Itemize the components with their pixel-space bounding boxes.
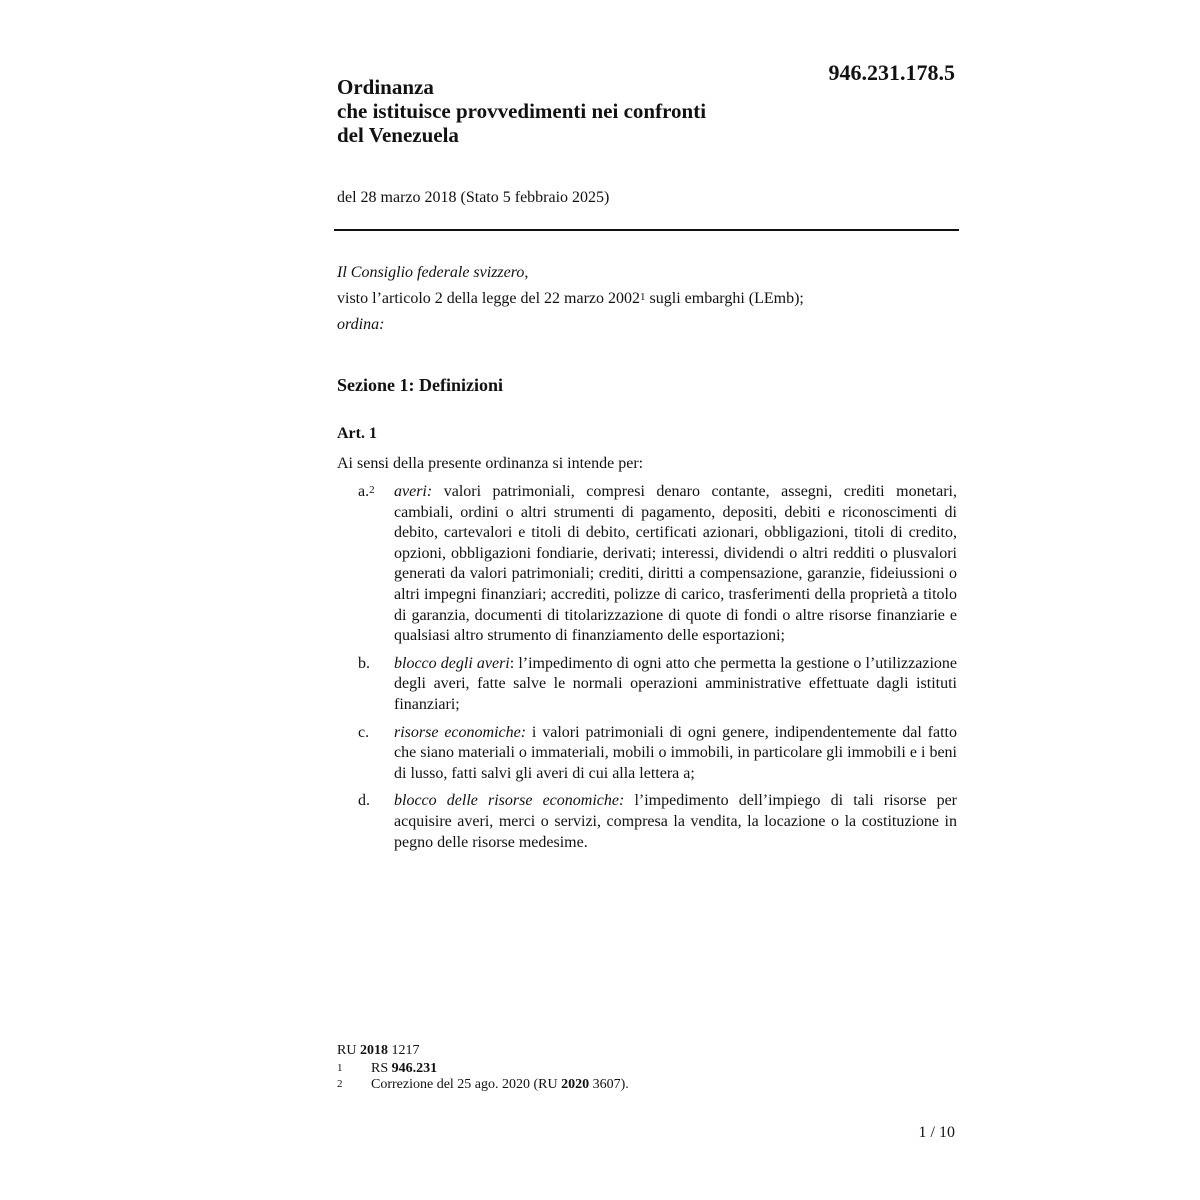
- article-intro: Ai sensi della presente ordinanza si intende per:: [337, 455, 644, 472]
- item-letter-text: d.: [358, 792, 370, 810]
- preamble: [337, 260, 957, 338]
- footnote-bold: 946.231: [391, 1061, 438, 1076]
- footnote-prefix: RS: [371, 1061, 392, 1076]
- item-term: blocco degli averi: [394, 654, 510, 672]
- footnote-prefix: Correzione del 25 ago. 2020 (RU: [371, 1077, 562, 1092]
- footnote-text: [371, 1061, 437, 1077]
- item-letter: [337, 791, 394, 853]
- item-letter-text: a.: [358, 483, 370, 500]
- item-body: : l’impedimento di ogni atto che permetta la gestione o l’utilizzazione degli averi, fatte salve le normali operazioni amministrative effettuate dagli istituti finanziari;: [394, 654, 957, 713]
- title-line: del Venezuela: [337, 123, 459, 147]
- footnote: [337, 1061, 957, 1077]
- footnote-bold: 2020: [561, 1077, 590, 1092]
- title-line: Ordinanza: [337, 75, 434, 99]
- item-term: averi:: [394, 483, 433, 500]
- item-body: l’impedimento dell’impiego di tali risorse per acquisire averi, merci o servizi, compresa la vendita, la locazione o la costituzione in pegno delle risorse medesime.: [394, 792, 957, 851]
- item-letter: [337, 482, 394, 647]
- list-item: [337, 791, 957, 853]
- preamble-authority: Il Consiglio federale svizzero,: [337, 264, 529, 281]
- preamble-basis-text: sugli embarghi (LEmb);: [645, 290, 804, 307]
- item-term: risorse economiche:: [394, 723, 527, 741]
- item-text: [394, 482, 957, 647]
- page-number: 1 / 10: [918, 1124, 955, 1141]
- item-text: [394, 654, 957, 716]
- footnote-text: [371, 1077, 629, 1093]
- header-divider: [334, 229, 959, 231]
- item-text: [394, 723, 957, 785]
- document-title: [337, 75, 797, 147]
- ru-page: 1217: [387, 1043, 420, 1058]
- preamble-decree: ordina:: [337, 316, 385, 333]
- item-term: blocco delle risorse economiche:: [394, 792, 625, 810]
- item-body: i valori patrimoniali di ogni genere, indipendentemente dal fatto che siano materiali o immateriali, mobili o immobili, in particolare gli immobili e i beni di lusso, fatti salvi gli averi di cui alla lettera a;: [394, 723, 958, 782]
- ru-year: 2018: [359, 1043, 388, 1058]
- list-item: [337, 723, 957, 785]
- footnote-ref[interactable]: 1: [640, 291, 646, 303]
- title-line: che istituisce provvedimenti nei confronti: [337, 99, 707, 123]
- footnotes: [337, 1043, 957, 1093]
- preamble-basis: [337, 286, 957, 312]
- item-body: valori patrimoniali, compresi denaro contante, assegni, crediti monetari, cambiali, ordini o altri strumenti di pagamento, depositi, debiti e riconoscimenti di debito, cartevalori e titoli di debito, certificati azionari, obbligazioni, titoli di credito, opzioni, obbligazioni fondiarie, derivati; interessi, dividendi o altri redditi o plusvalori generati da valori patrimoniali; crediti, diritti a compensazione, garanzie, fideiussioni o altri impegni finanziari; accrediti, polizze di carico, trasferimenti della proprietà a titolo di garanzia, documenti di titolarizzazione di quote di fondi o altre risorse finanziarie e qualsiasi altro strumento di finanziamento delle esportazioni;: [394, 483, 957, 645]
- ru-reference: [337, 1043, 957, 1059]
- item-letter: [337, 723, 394, 785]
- footnote: [337, 1077, 957, 1093]
- footnote-number: 1: [337, 1062, 343, 1074]
- date-line: del 28 marzo 2018 (Stato 5 febbraio 2025): [337, 189, 610, 206]
- section-heading: Sezione 1: Definizioni: [337, 375, 503, 395]
- footnote-ref[interactable]: 2: [369, 484, 375, 496]
- sr-number: 946.231.178.5: [828, 60, 955, 85]
- item-text: [394, 791, 957, 853]
- item-letter-text: c.: [358, 723, 370, 741]
- ru-prefix: RU: [337, 1043, 360, 1058]
- list-item: [337, 654, 957, 716]
- list-item: [337, 482, 957, 647]
- footnote-number: 2: [337, 1078, 343, 1090]
- footnote-suffix: 3607).: [589, 1077, 629, 1092]
- item-letter: [337, 654, 394, 716]
- preamble-basis-text: visto l’articolo 2 della legge del 22 marzo 2002: [337, 290, 641, 307]
- item-letter-text: b.: [358, 654, 370, 672]
- definition-list: [337, 482, 957, 860]
- article-heading: Art. 1: [337, 425, 377, 442]
